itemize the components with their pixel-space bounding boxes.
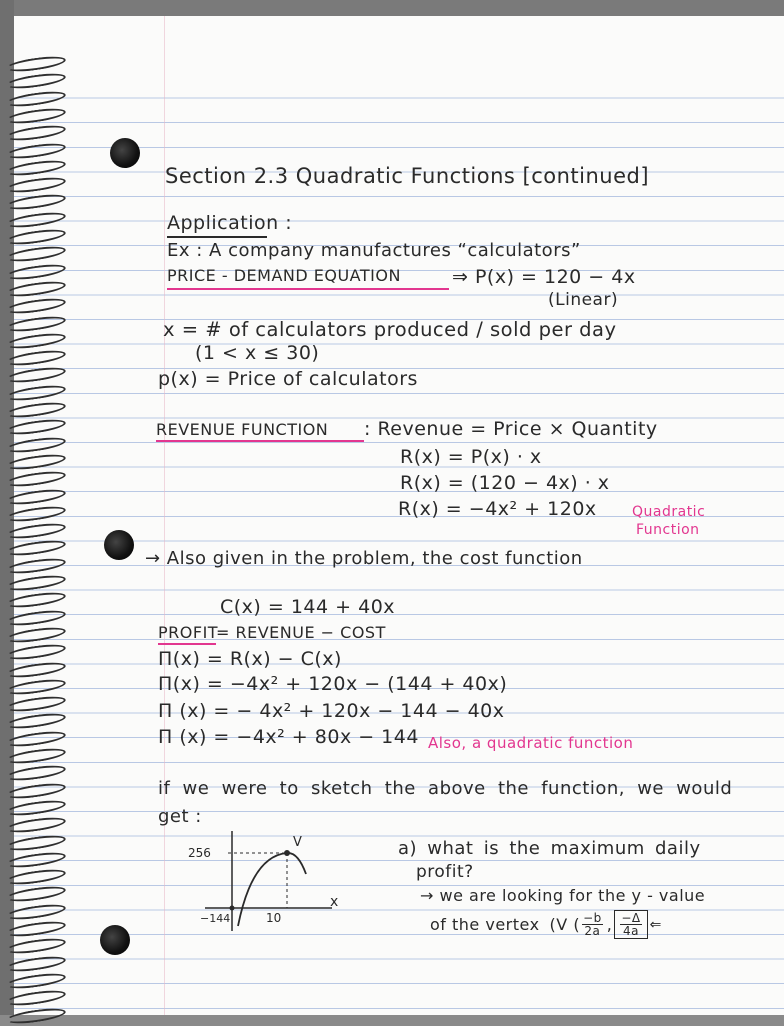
profit-underline xyxy=(158,643,216,645)
x-range: (1 < x ≤ 30) xyxy=(195,342,320,364)
spiral-coil xyxy=(5,850,66,870)
application-underline xyxy=(167,236,267,238)
spiral-coil xyxy=(5,486,66,506)
price-demand-type: (Linear) xyxy=(548,290,619,310)
spiral-coil xyxy=(5,798,66,818)
spiral-coil xyxy=(5,971,66,991)
spiral-coil xyxy=(5,504,66,524)
spiral-coil xyxy=(5,711,66,731)
spiral-coil xyxy=(5,71,66,91)
spiral-coil xyxy=(5,54,66,74)
spiral-binding xyxy=(0,0,70,1015)
spiral-coil xyxy=(5,607,66,627)
price-demand-label: PRICE - DEMAND EQUATION xyxy=(167,266,401,285)
y-value-label: 256 xyxy=(188,846,211,860)
spiral-coil xyxy=(5,383,66,403)
boxed-y-value xyxy=(614,910,647,939)
sketch-intro-line1: if we were to sketch the above the function, we would xyxy=(158,778,733,799)
punch-hole-middle xyxy=(104,530,134,560)
spiral-coil xyxy=(5,313,66,333)
application-heading: Application : xyxy=(167,212,293,234)
spiral-coil xyxy=(5,140,66,160)
profit-label: PROFIT xyxy=(158,623,219,642)
fraction-y-num: −Δ xyxy=(621,911,641,925)
revenue-function-label: REVENUE FUNCTION xyxy=(156,420,329,439)
spiral-coil xyxy=(5,677,66,697)
spiral-coil xyxy=(5,158,66,178)
spiral-coil xyxy=(5,694,66,714)
spiral-coil xyxy=(5,296,66,316)
spiral-coil xyxy=(5,227,66,247)
spiral-coil xyxy=(5,729,66,749)
spiral-coil xyxy=(5,538,66,558)
spiral-coil xyxy=(5,331,66,351)
spiral-coil xyxy=(5,815,66,835)
scan-background-top xyxy=(0,0,784,16)
spiral-coil xyxy=(5,434,66,454)
spiral-coil xyxy=(5,625,66,645)
price-demand-equation: ⇒ P(x) = 120 − 4x xyxy=(452,266,636,288)
revenue-definition: : Revenue = Price × Quantity xyxy=(364,418,658,440)
spiral-coil xyxy=(5,417,66,437)
profit-quadratic-note: Also, a quadratic function xyxy=(428,734,634,752)
question-a-line1: a) what is the maximum daily xyxy=(398,838,701,859)
spiral-coil xyxy=(5,261,66,281)
spiral-coil xyxy=(5,953,66,973)
spiral-coil xyxy=(5,452,66,472)
profit-parabola-sketch xyxy=(180,826,360,936)
quadratic-note-line2: Function xyxy=(636,522,700,538)
spiral-coil xyxy=(5,556,66,576)
profit-step-2: Π(x) = −4x² + 120x − (144 + 40x) xyxy=(158,673,508,695)
comma: , xyxy=(606,915,613,934)
x-definition: x = # of calculators produced / sold per day xyxy=(163,318,617,341)
spiral-coil xyxy=(5,573,66,593)
vertex-label: V xyxy=(293,835,302,850)
fraction-y xyxy=(620,912,641,937)
spiral-coil xyxy=(5,244,66,264)
intercept-point xyxy=(230,906,235,911)
spiral-coil xyxy=(5,1005,66,1025)
x-axis-name: x xyxy=(330,894,339,910)
revenue-step-1: R(x) = P(x) · x xyxy=(400,446,542,468)
x-neg-label: −144 xyxy=(200,912,231,925)
vertex-point xyxy=(284,850,290,856)
spiral-coil xyxy=(5,642,66,662)
punch-hole-top xyxy=(110,138,140,168)
fraction-x xyxy=(582,912,603,937)
x-tick-label: 10 xyxy=(266,911,282,925)
spiral-coil xyxy=(5,521,66,541)
cost-intro: → Also given in the problem, the cost function xyxy=(145,548,583,569)
spiral-coil xyxy=(5,746,66,766)
spiral-coil xyxy=(5,400,66,420)
price-definition: p(x) = Price of calculators xyxy=(158,368,418,390)
cost-equation: C(x) = 144 + 40x xyxy=(220,596,396,618)
profit-step-4: Π (x) = −4x² + 80x − 144 xyxy=(158,726,419,748)
spiral-coil xyxy=(5,659,66,679)
spiral-coil xyxy=(5,832,66,852)
spiral-coil xyxy=(5,192,66,212)
spiral-coil xyxy=(5,123,66,143)
arrow-mark-icon: ⇐ xyxy=(649,916,662,933)
example-line: Ex : A company manufactures “calculators” xyxy=(167,240,581,261)
revenue-step-2: R(x) = (120 − 4x) · x xyxy=(400,472,610,494)
revenue-underline xyxy=(156,440,364,442)
fraction-x-num: −b xyxy=(583,911,602,925)
profit-step-1: Π(x) = R(x) − C(x) xyxy=(158,648,342,670)
spiral-coil xyxy=(5,210,66,230)
vertex-formula-prefix: (V ( xyxy=(549,915,581,934)
punch-hole-bottom xyxy=(100,925,130,955)
fraction-x-den: 2a xyxy=(584,924,601,938)
price-demand-underline xyxy=(167,288,449,290)
question-a-line2: profit? xyxy=(416,862,474,882)
spiral-coil xyxy=(5,763,66,783)
page-title: Section 2.3 Quadratic Functions [continued] xyxy=(165,164,650,188)
spiral-coil xyxy=(5,919,66,939)
spiral-coil xyxy=(5,469,66,489)
revenue-step-3: R(x) = −4x² + 120x xyxy=(398,498,597,520)
fraction-y-den: 4a xyxy=(622,924,639,938)
spiral-coil xyxy=(5,279,66,299)
spiral-coil xyxy=(5,88,66,108)
spiral-coil xyxy=(5,590,66,610)
spiral-coil xyxy=(5,106,66,126)
quadratic-note-line1: Quadratic xyxy=(632,504,706,520)
spiral-coil xyxy=(5,936,66,956)
spiral-coil xyxy=(5,884,66,904)
profit-definition: = REVENUE − COST xyxy=(216,623,386,642)
spiral-coil xyxy=(5,348,66,368)
spiral-coil xyxy=(5,902,66,922)
spiral-coil xyxy=(5,988,66,1008)
sketch-intro-line2: get : xyxy=(158,806,202,827)
spiral-coil xyxy=(5,175,66,195)
hint-line2-text: of the vertex xyxy=(430,915,540,934)
hint-line2 xyxy=(430,910,662,939)
profit-step-3: Π (x) = − 4x² + 120x − 144 − 40x xyxy=(158,700,505,722)
spiral-coil xyxy=(5,365,66,385)
spiral-coil xyxy=(5,780,66,800)
spiral-coil xyxy=(5,867,66,887)
hint-line1: → we are looking for the y - value xyxy=(420,886,706,905)
